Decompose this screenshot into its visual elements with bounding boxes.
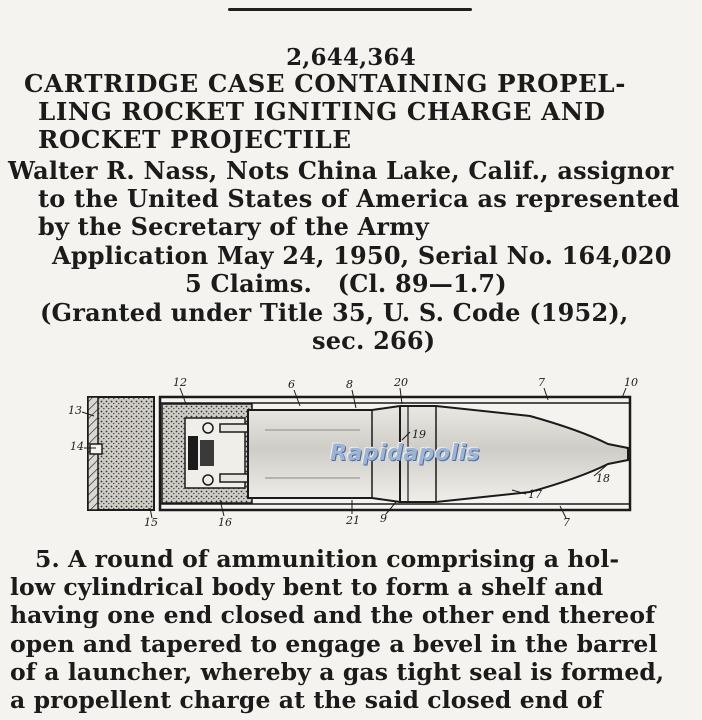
patent-number: 2,644,364: [286, 44, 416, 71]
ref-17: 17: [528, 488, 542, 501]
patent-title-line-2: LING ROCKET IGNITING CHARGE AND: [38, 97, 606, 126]
grant-line-1: (Granted under Title 35, U. S. Code (1952),: [40, 298, 629, 327]
claim-line-5: of a launcher, whereby a gas tight seal is formed,: [10, 658, 665, 686]
ref-7-top: 7: [538, 376, 545, 389]
grant-line-2: sec. 266): [312, 326, 436, 355]
top-rule: [228, 8, 472, 11]
ref-15: 15: [144, 516, 158, 529]
patent-title-line-1: CARTRIDGE CASE CONTAINING PROPEL-: [24, 69, 626, 98]
ref-18: 18: [596, 472, 610, 485]
claim-line-4: open and tapered to engage a bevel in the barrel: [10, 630, 658, 658]
ref-16: 16: [218, 516, 232, 529]
claim-line-2: low cylindrical body bent to form a shelf and: [10, 573, 604, 601]
ref-10: 10: [624, 376, 638, 389]
ref-12: 12: [173, 376, 187, 389]
ref-13: 13: [68, 404, 82, 417]
inventor-line-3: by the Secretary of the Army: [38, 212, 430, 241]
claim-line-3: having one end closed and the other end thereof: [10, 601, 656, 629]
inventor-line-1: Walter R. Nass, Nots China Lake, Calif., assignor: [8, 156, 674, 185]
ref-19: 19: [412, 428, 426, 441]
patent-title-line-3: ROCKET PROJECTILE: [38, 125, 352, 154]
watermark: Rapidapolis: [330, 441, 481, 466]
ref-8: 8: [346, 378, 353, 391]
ref-6: 6: [288, 378, 295, 391]
claim-line-6: a propellent charge at the said closed end of: [10, 686, 603, 714]
inventor-line-2: to the United States of America as represented: [38, 184, 680, 213]
ref-20: 20: [394, 376, 408, 389]
ref-21: 21: [346, 514, 360, 527]
claim-line-1: 5. A round of ammunition comprising a hol-: [35, 545, 620, 573]
ref-9: 9: [380, 512, 387, 525]
ref-7-bottom: 7: [563, 516, 570, 529]
claims-line: 5 Claims. (Cl. 89—1.7): [185, 269, 507, 298]
application-line: Application May 24, 1950, Serial No. 164,020: [52, 241, 672, 270]
ref-14: 14: [70, 440, 84, 453]
